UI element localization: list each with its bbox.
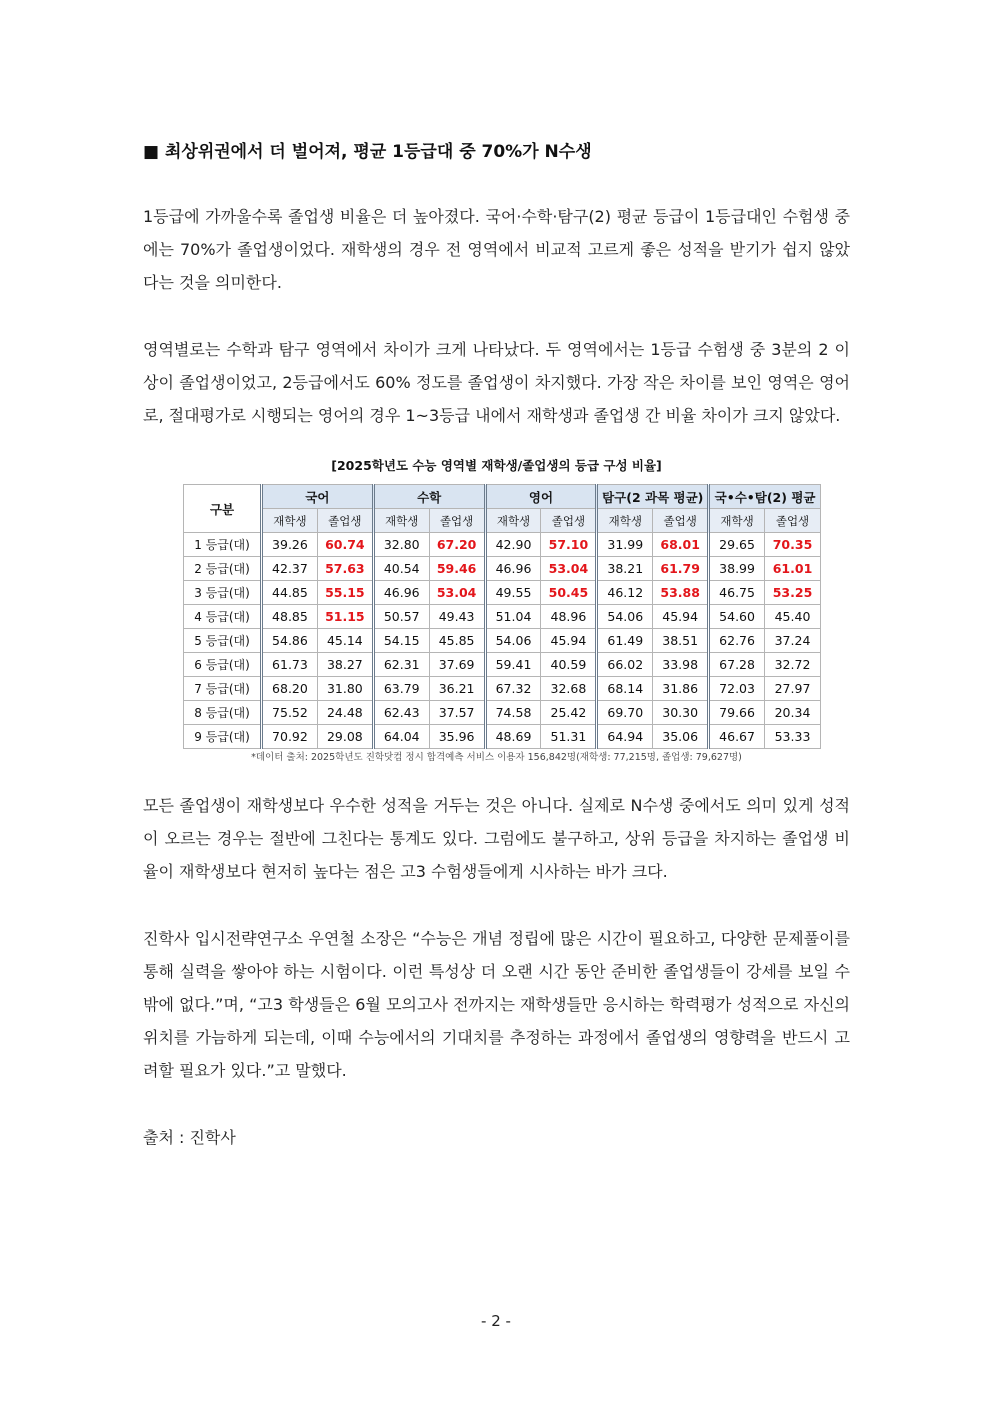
page-content [143, 138, 850, 1188]
cell-graduate-pct: 24.48 [317, 701, 373, 725]
grade-composition-table [183, 484, 821, 749]
cell-current-student-pct: 44.85 [262, 581, 318, 605]
cell-graduate-pct: 60.74 [317, 533, 373, 557]
cell-current-student-pct: 32.80 [373, 533, 429, 557]
cell-graduate-pct: 32.72 [765, 653, 821, 677]
cell-graduate-pct: 20.34 [765, 701, 821, 725]
cell-current-student-pct: 42.37 [262, 557, 318, 581]
table-body [184, 533, 821, 749]
cell-graduate-pct: 32.68 [541, 677, 597, 701]
cell-current-student-pct: 66.02 [597, 653, 653, 677]
column-header-current: 재학생 [485, 509, 541, 533]
cell-current-student-pct: 68.14 [597, 677, 653, 701]
cell-current-student-pct: 51.04 [485, 605, 541, 629]
cell-current-student-pct: 54.06 [597, 605, 653, 629]
cell-current-student-pct: 64.94 [597, 725, 653, 749]
cell-current-student-pct: 54.60 [709, 605, 765, 629]
cell-graduate-pct: 45.40 [765, 605, 821, 629]
table-row [184, 725, 821, 749]
table-row [184, 581, 821, 605]
column-header-current: 재학생 [373, 509, 429, 533]
cell-current-student-pct: 79.66 [709, 701, 765, 725]
table-column-header-row [184, 509, 821, 533]
table-row [184, 653, 821, 677]
table-corner-label: 구분 [184, 485, 262, 533]
column-header-graduate: 졸업생 [541, 509, 597, 533]
cell-graduate-pct: 45.14 [317, 629, 373, 653]
grade-row-label: 6 등급(대) [184, 653, 262, 677]
cell-graduate-pct: 31.80 [317, 677, 373, 701]
grade-table-wrapper [183, 484, 821, 749]
cell-graduate-pct: 53.04 [429, 581, 485, 605]
paragraph-4: 진학사 입시전략연구소 우연철 소장은 “수능은 개념 정립에 많은 시간이 필요하고, 다양한 문제풀이를 통해 실력을 쌓아야 하는 시험이다. 이런 특성상 더 오랜 시간 동안 준비한 졸업생들이 강세를 보일 수밖에 없다.”며, “고3 학생들은 6월 모의고사 전까지는 재학생들만 응시하는 학력평가 성적으로 자신의 위치를 가늠하게 되는데, 이때 수능에서의 기대치를 추정하는 과정에서 졸업생의 영향력을 반드시 고려할 필요가 있다.”고 말했다. [143, 929, 850, 1080]
grade-row-label: 4 등급(대) [184, 605, 262, 629]
cell-graduate-pct: 29.08 [317, 725, 373, 749]
subject-header: 수학 [373, 485, 485, 509]
cell-graduate-pct: 49.43 [429, 605, 485, 629]
cell-graduate-pct: 37.69 [429, 653, 485, 677]
column-header-current: 재학생 [262, 509, 318, 533]
column-header-current: 재학생 [709, 509, 765, 533]
table-row [184, 533, 821, 557]
table-row [184, 629, 821, 653]
cell-graduate-pct: 37.57 [429, 701, 485, 725]
column-header-graduate: 졸업생 [765, 509, 821, 533]
cell-graduate-pct: 48.96 [541, 605, 597, 629]
subject-header: 영어 [485, 485, 597, 509]
column-header-graduate: 졸업생 [317, 509, 373, 533]
cell-graduate-pct: 57.10 [541, 533, 597, 557]
subject-header: 탐구(2 과목 평균) [597, 485, 709, 509]
cell-current-student-pct: 54.15 [373, 629, 429, 653]
cell-graduate-pct: 61.79 [653, 557, 709, 581]
column-header-graduate: 졸업생 [653, 509, 709, 533]
grade-row-label: 3 등급(대) [184, 581, 262, 605]
subject-header: 국어 [262, 485, 374, 509]
cell-current-student-pct: 46.12 [597, 581, 653, 605]
source-credit: 출처 : 진학사 [143, 1128, 236, 1147]
table-row [184, 677, 821, 701]
cell-current-student-pct: 61.49 [597, 629, 653, 653]
cell-current-student-pct: 59.41 [485, 653, 541, 677]
cell-graduate-pct: 61.01 [765, 557, 821, 581]
cell-current-student-pct: 68.20 [262, 677, 318, 701]
cell-current-student-pct: 54.86 [262, 629, 318, 653]
cell-current-student-pct: 46.96 [485, 557, 541, 581]
cell-graduate-pct: 70.35 [765, 533, 821, 557]
cell-graduate-pct: 27.97 [765, 677, 821, 701]
cell-current-student-pct: 62.43 [373, 701, 429, 725]
cell-current-student-pct: 39.26 [262, 533, 318, 557]
cell-current-student-pct: 46.67 [709, 725, 765, 749]
cell-graduate-pct: 53.25 [765, 581, 821, 605]
page-number: - 2 - [481, 1312, 511, 1330]
cell-current-student-pct: 38.21 [597, 557, 653, 581]
grade-row-label: 1 등급(대) [184, 533, 262, 557]
cell-graduate-pct: 36.21 [429, 677, 485, 701]
table-row [184, 701, 821, 725]
cell-current-student-pct: 40.54 [373, 557, 429, 581]
table-row [184, 605, 821, 629]
cell-current-student-pct: 70.92 [262, 725, 318, 749]
cell-current-student-pct: 46.96 [373, 581, 429, 605]
cell-graduate-pct: 37.24 [765, 629, 821, 653]
cell-current-student-pct: 48.85 [262, 605, 318, 629]
cell-graduate-pct: 67.20 [429, 533, 485, 557]
cell-current-student-pct: 63.79 [373, 677, 429, 701]
cell-graduate-pct: 35.96 [429, 725, 485, 749]
cell-graduate-pct: 59.46 [429, 557, 485, 581]
cell-graduate-pct: 31.86 [653, 677, 709, 701]
cell-current-student-pct: 64.04 [373, 725, 429, 749]
cell-graduate-pct: 45.85 [429, 629, 485, 653]
cell-current-student-pct: 48.69 [485, 725, 541, 749]
cell-graduate-pct: 53.33 [765, 725, 821, 749]
subject-header: 국•수•탐(2) 평균 [709, 485, 821, 509]
grade-row-label: 7 등급(대) [184, 677, 262, 701]
cell-graduate-pct: 53.88 [653, 581, 709, 605]
cell-graduate-pct: 33.98 [653, 653, 709, 677]
paragraph-1: 1등급에 가까울수록 졸업생 비율은 더 높아졌다. 국어·수학·탐구(2) 평균 등급이 1등급대인 수험생 중에는 70%가 졸업생이었다. 재학생의 경우 전 영역에서 비교적 고르게 좋은 성적을 받기가 쉽지 않았다는 것을 의미한다. [143, 207, 850, 292]
cell-current-student-pct: 49.55 [485, 581, 541, 605]
column-header-current: 재학생 [597, 509, 653, 533]
cell-current-student-pct: 62.31 [373, 653, 429, 677]
cell-graduate-pct: 53.04 [541, 557, 597, 581]
table-title: [2025학년도 수능 영역별 재학생/졸업생의 등급 구성 비율] [331, 458, 662, 473]
cell-graduate-pct: 45.94 [653, 605, 709, 629]
paragraph-2: 영역별로는 수학과 탐구 영역에서 차이가 크게 나타났다. 두 영역에서는 1등급 수험생 중 3분의 2 이상이 졸업생이었고, 2등급에서도 60% 정도를 졸업생이 차지했다. 가장 작은 차이를 보인 영역은 영어로, 절대평가로 시행되는 영어의 경우 1~3등급 내에서 재학생과 졸업생 간 비율 차이가 크지 않았다. [143, 340, 850, 425]
section-heading: ■ 최상위권에서 더 벌어져, 평균 1등급대 중 70%가 N수생 [143, 142, 592, 162]
cell-current-student-pct: 67.32 [485, 677, 541, 701]
column-header-graduate: 졸업생 [429, 509, 485, 533]
cell-current-student-pct: 62.76 [709, 629, 765, 653]
cell-current-student-pct: 54.06 [485, 629, 541, 653]
paragraph-3: 모든 졸업생이 재학생보다 우수한 성적을 거두는 것은 아니다. 실제로 N수생 중에서도 의미 있게 성적이 오르는 경우는 절반에 그친다는 통계도 있다. 그럼에도 불구하고, 상위 등급을 차지하는 졸업생 비율이 재학생보다 현저히 높다는 점은 고3 수험생들에게 시사하는 바가 크다. [143, 796, 850, 881]
table-subject-header-row [184, 485, 821, 509]
cell-graduate-pct: 30.30 [653, 701, 709, 725]
cell-current-student-pct: 61.73 [262, 653, 318, 677]
cell-graduate-pct: 57.63 [317, 557, 373, 581]
cell-current-student-pct: 75.52 [262, 701, 318, 725]
grade-row-label: 5 등급(대) [184, 629, 262, 653]
cell-graduate-pct: 45.94 [541, 629, 597, 653]
cell-current-student-pct: 38.99 [709, 557, 765, 581]
cell-current-student-pct: 74.58 [485, 701, 541, 725]
cell-current-student-pct: 67.28 [709, 653, 765, 677]
grade-row-label: 8 등급(대) [184, 701, 262, 725]
cell-current-student-pct: 46.75 [709, 581, 765, 605]
cell-current-student-pct: 72.03 [709, 677, 765, 701]
cell-graduate-pct: 51.31 [541, 725, 597, 749]
cell-graduate-pct: 68.01 [653, 533, 709, 557]
cell-current-student-pct: 31.99 [597, 533, 653, 557]
cell-current-student-pct: 42.90 [485, 533, 541, 557]
cell-graduate-pct: 51.15 [317, 605, 373, 629]
cell-current-student-pct: 29.65 [709, 533, 765, 557]
cell-graduate-pct: 25.42 [541, 701, 597, 725]
cell-graduate-pct: 38.27 [317, 653, 373, 677]
table-source-note: *데이터 출처: 2025학년도 진학닷컴 정시 합격예측 서비스 이용자 156,842명(재학생: 77,215명, 졸업생: 79,627명) [251, 752, 742, 763]
table-row [184, 557, 821, 581]
cell-current-student-pct: 50.57 [373, 605, 429, 629]
grade-row-label: 2 등급(대) [184, 557, 262, 581]
grade-row-label: 9 등급(대) [184, 725, 262, 749]
cell-graduate-pct: 35.06 [653, 725, 709, 749]
cell-graduate-pct: 55.15 [317, 581, 373, 605]
cell-graduate-pct: 40.59 [541, 653, 597, 677]
cell-graduate-pct: 38.51 [653, 629, 709, 653]
cell-graduate-pct: 50.45 [541, 581, 597, 605]
cell-current-student-pct: 69.70 [597, 701, 653, 725]
